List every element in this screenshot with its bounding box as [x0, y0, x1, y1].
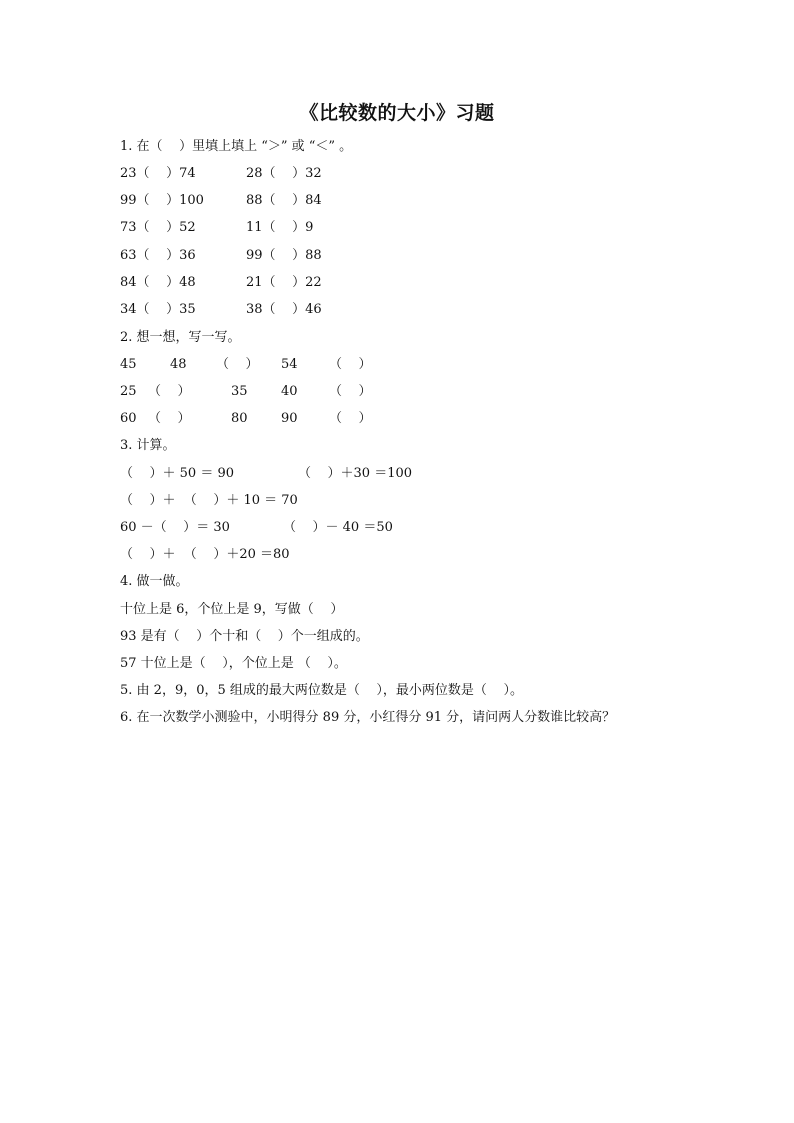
q1-item: 28（ ）32 — [246, 166, 322, 181]
q1-item: 23（ ）74 — [120, 166, 196, 181]
q2-cell: 40 — [281, 384, 298, 399]
q2-cell: （ ） — [148, 411, 191, 426]
q3-heading: 3. 计算。 — [120, 438, 176, 453]
q1-item: 34（ ）35 — [120, 302, 196, 317]
q3-equation: （ ）－ 40 ＝50 — [283, 520, 393, 535]
q2-cell: 35 — [231, 384, 248, 399]
q2-cell: （ ） — [329, 357, 372, 372]
q2-cell: 54 — [281, 357, 298, 372]
q2-cell: （ ） — [329, 384, 372, 399]
q2-cell: 80 — [231, 411, 248, 426]
q6-text: 6. 在一次数学小测验中，小明得分 89 分，小红得分 91 分，请问两人分数谁比较高？ — [120, 710, 616, 725]
q3-equation: 60 －（ ）＝ 30 — [120, 520, 230, 535]
q2-cell: 60 — [120, 411, 137, 426]
q1-item: 63（ ）36 — [120, 248, 196, 263]
q2-cell: （ ） — [329, 411, 372, 426]
page-title: 《比较数的大小》习题 — [299, 102, 495, 124]
q1-item: 38（ ）46 — [246, 302, 322, 317]
q2-cell: 25 — [120, 384, 137, 399]
q3-equation: （ ）＋30 ＝100 — [298, 466, 413, 481]
q2-cell: （ ） — [216, 357, 259, 372]
q3-equation: （ ）＋ （ ）＋20 ＝80 — [120, 547, 290, 562]
q4-heading: 4. 做一做。 — [120, 574, 189, 589]
q1-heading: 1. 在（ ）里填上填上 “＞” 或 “＜” 。 — [120, 139, 353, 154]
q3-equation: （ ）＋ （ ）＋ 10 ＝ 70 — [120, 493, 298, 508]
q4-line: 93 是有（ ）个十和（ ）个一组成的。 — [120, 629, 369, 644]
q2-cell: （ ） — [148, 384, 191, 399]
q1-item: 88（ ）84 — [246, 193, 322, 208]
q1-item: 99（ ）88 — [246, 248, 322, 263]
q2-cell: 90 — [281, 411, 298, 426]
q2-heading: 2. 想一想，写一写。 — [120, 330, 241, 345]
q3-equation: （ ）＋ 50 ＝ 90 — [120, 466, 235, 481]
q1-item: 84（ ）48 — [120, 275, 196, 290]
q4-line: 57 十位上是（ ），个位上是 （ ）。 — [120, 656, 347, 671]
q1-item: 99（ ）100 — [120, 193, 204, 208]
q4-line: 十位上是 6，个位上是 9，写做（ ） — [120, 602, 344, 617]
q1-item: 11（ ）9 — [246, 220, 314, 235]
q5-text: 5. 由 2，9，0，5 组成的最大两位数是（ ），最小两位数是（ ）。 — [120, 683, 523, 698]
q1-item: 73（ ）52 — [120, 220, 196, 235]
q2-cell: 48 — [170, 357, 187, 372]
q1-item: 21（ ）22 — [246, 275, 322, 290]
q2-cell: 45 — [120, 357, 137, 372]
